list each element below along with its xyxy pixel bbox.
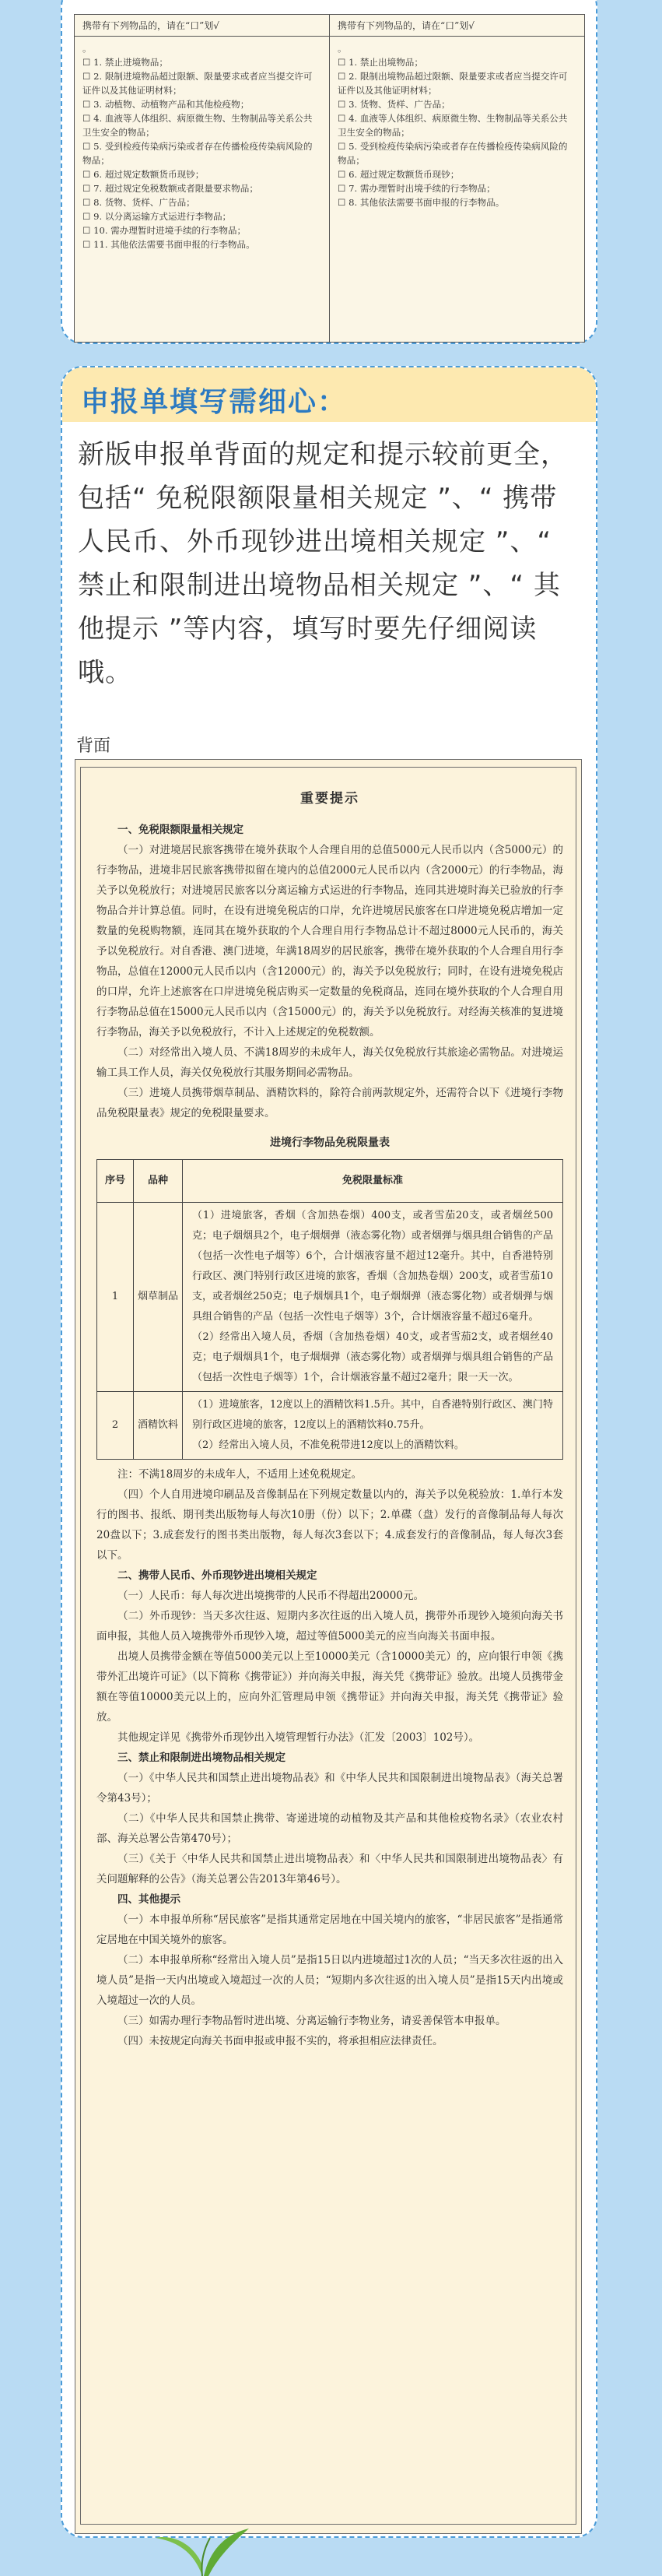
checklist-item[interactable]: ☐ 9. 以分离运输方式运进行李物品； xyxy=(82,211,232,222)
paragraph: （三）《关于〈中华人民共和国禁止进出境物品表〉和〈中华人民共和国限制进出境物品表〉有关问题解释的公告》（海关总署公告2013年第46号）。 xyxy=(96,1853,563,1885)
standard-item: （2）经常出入境人员，香烟（含加热卷烟）40支，或者雪茄2支，或者烟丝40克；电子烟烟具1个，电子烟烟弹（液态雾化物）或者烟弹与烟具组合销售的产品（包括一次性电子烟等）1个，合计烟液容量不超过2毫升；限一天一次。 xyxy=(192,1331,553,1383)
checklist-item[interactable]: ☐ 8. 货物、货样、广告品； xyxy=(82,197,195,208)
row-number: 2 xyxy=(97,1392,134,1460)
paragraph: 出境人员携带金额在等值5000美元以上至10000美元（含10000美元）的，应向银行申领《携带外汇出境许可证》（以下简称《携带证》）并向海关申报，海关凭《携带证》验放。出境人员携带金额在等值10000美元以上的，应向外汇管理局申领《携带证》并向海关申报，海关凭《携带证》验放。 xyxy=(96,1650,563,1724)
checklist-table xyxy=(74,14,585,343)
checklist-item[interactable]: ☐ 6. 超过规定数额货币现钞； xyxy=(338,169,460,180)
paragraph: （三）进境人员携带烟草制品、酒精饮料的，除符合前两款规定外，还需符合以下《进境行李物品免税限量表》规定的免税限量要求。 xyxy=(96,1087,563,1119)
checklist-item[interactable]: ☐ 5. 受到检疫传染病污染或者存在传播检疫传染病风险的物品； xyxy=(82,141,313,166)
table-row xyxy=(97,1392,563,1460)
table-row xyxy=(97,1203,563,1392)
table-header-standard: 免税限量标准 xyxy=(183,1160,563,1203)
row-standard xyxy=(183,1392,563,1460)
row-kind: 烟草制品 xyxy=(134,1203,183,1392)
checklist-item[interactable]: ☐ 4. 血液等人体组织、病原微生物、生物制品等关系公共卫生安全的物品； xyxy=(82,113,313,138)
checklist-item[interactable]: ☐ 2. 限制进境物品超过限额、限量要求或者应当提交许可证件以及其他证明材料； xyxy=(82,71,313,96)
table-header-no: 序号 xyxy=(97,1160,134,1203)
paragraph: （一）本申报单所称“居民旅客”是指其通常定居地在中国关境内的旅客，“非居民旅客”是指通常定居地在中国关境外的旅客。 xyxy=(96,1914,563,1946)
checklist-item[interactable]: ☐ 10. 需办理暂时进境手续的行李物品； xyxy=(82,225,247,236)
back-side-label: 背面 xyxy=(76,736,111,756)
checklist-entry-column xyxy=(75,15,329,342)
paragraph: （四）个人自用进境印刷品及音像制品在下列规定数量以内的，海关予以免税验放：1.单行本发行的图书、报纸、期刊类出版物每人每次10册（份）以下；2.单碟（盘）发行的音像制品每人每次20盘以下；3.成套发行的图书类出版物，每人每次3套以下；4.成套发行的音像制品，每人每次3套以下。 xyxy=(96,1488,563,1562)
row-number: 1 xyxy=(97,1203,134,1392)
checklist-exit-header: 携带有下列物品的，请在“口”划√ xyxy=(330,15,584,37)
standard-item: （1）进境旅客，12度以上的酒精饮料1.5升。其中，自香港特别行政区、澳门特别行政区进境的旅客，12度以上的酒精饮料0.75升。 xyxy=(192,1399,553,1431)
paragraph: （一）对进境居民旅客携带在境外获取个人合理自用的总值5000元人民币以内（含5000元）的行李物品，进境非居民旅客携带拟留在境内的总值2000元人民币以内（含2000元）的行李物品，海关予以免税放行；对进境居民旅客以分离运输方式运进的行李物品，连同其进境时海关已验放的行李物品合并计算总值。同时，在设有进境免税店的口岸，允许进境居民旅客在口岸进境免税店增加一定数量的免税购物额，连同其在境外获取的个人合理自用行李物品总计不超过8000元人民币的，海关予以免税放行。对自香港、澳门进境，年满18周岁的居民旅客，携带在境外获取的个人合理自用行李物品，总值在12000元人民币以内（含12000元）的，海关予以免税放行；同时，在设有进境免税店的口岸，允许上述旅客在口岸进境免税店购买一定数量的免税商品，连同在境外获取的个人合理自用行李物品总值在15000元人民币以内（含15000元）的，海关予以免税放行。对经海关核准的复进境行李物品，海关予以免税放行，不计入上述规定的免税数额。 xyxy=(96,844,563,1038)
checklist-exit-items: 。 ☐ 1. 禁止出境物品； ☐ 2. 限制出境物品超过限额、限量要求或者应当提交许可证件以及其他证明材料； ☐ 3. 货物、货样、广告品； ☐ 4. 血液等人体组织、病原微生物、生物制品等关系公共卫生安全的物品； ☐ 5. 受到检疫传染病污染或者存在传播检疫传染病风险的物品； ☐ 6. 超过规定数额货币现钞； ☐ 7. 需办理暂时出境手续的行李物品； ☐ 8. 其他依法需要书面申报的行李物品。 xyxy=(330,37,584,214)
paragraph: （四）未按规定向海关书面申报或申报不实的，将承担相应法律责任。 xyxy=(117,2035,443,2047)
paragraph: （二）《中华人民共和国禁止携带、寄递进境的动植物及其产品和其他检疫物名录》（农业农村部、海关总署公告第470号）； xyxy=(96,1812,563,1845)
heading-currency: 二、携带人民币、外币现钞进出境相关规定 xyxy=(117,1569,317,1582)
heading-duty-free: 一、免税限额限量相关规定 xyxy=(117,824,243,836)
heading-prohibited: 三、禁止和限制进出境物品相关规定 xyxy=(117,1752,285,1764)
checklist-item[interactable]: ☐ 1. 禁止出境物品； xyxy=(338,57,423,68)
checklist-item[interactable]: ☐ 8. 其他依法需要书面申报的行李物品。 xyxy=(338,197,505,208)
checklist-entry-items: 。 ☐ 1. 禁止进境物品； ☐ 2. 限制进境物品超过限额、限量要求或者应当提交许可证件以及其他证明材料； ☐ 3. 动植物、动植物产品和其他检疫物； ☐ 4. 血液等人体组织、病原微生物、生物制品等关系公共卫生安全的物品； ☐ 5. 受到检疫传染病污染或者存在传播检疫传染病风险的物品； ☐ 6. 超过规定数额货币现钞； ☐ 7. 超过规定免税数额或者限量要求物品； ☐ 8. 货物、货样、广告品； ☐ 9. 以分离运输方式运进行李物品； ☐ 10. 需办理暂时进境手续的行李物品； ☐ 11. 其他依法需要书面申报的行李物品。 xyxy=(75,37,329,256)
document-content xyxy=(96,781,563,2051)
paragraph: （二）本申报单所称“经常出入境人员”是指15日以内进境超过1次的人员；“当天多次往返的出入境人员”是指一天内出境或入境超过一次的人员；“短期内多次往返的出入境人员”是指15天内出境或入境超过一次的人员。 xyxy=(96,1954,563,2007)
standard-item: （2）经常出入境人员，不准免税带进12度以上的酒精饮料。 xyxy=(192,1439,464,1451)
paragraph: （二）外币现钞：当天多次往返、短期内多次往返的出入境人员，携带外币现钞入境须向海关书面申报，其他人员入境携带外币现钞入境，超过等值5000美元的应当向海关书面申报。 xyxy=(96,1610,563,1643)
paragraph: （一）人民币：每人每次进出境携带的人民币不得超出20000元。 xyxy=(117,1590,424,1602)
checklist-item[interactable]: ☐ 7. 超过规定免税数额或者限量要求物品； xyxy=(82,183,258,194)
table-header-kind: 品种 xyxy=(134,1160,183,1203)
checklist-exit-column xyxy=(329,15,584,342)
checklist-item[interactable]: ☐ 2. 限制出境物品超过限额、限量要求或者应当提交许可证件以及其他证明材料； xyxy=(338,71,568,96)
document-title: 重要提示 xyxy=(300,791,359,807)
checklist-item[interactable]: ☐ 4. 血液等人体组织、病原微生物、生物制品等关系公共卫生安全的物品； xyxy=(338,113,568,138)
checklist-item[interactable]: ☐ 1. 禁止进境物品； xyxy=(82,57,168,68)
section-title: 申报单填写需细心： xyxy=(81,386,348,418)
checklist-item[interactable]: ☐ 3. 货物、货样、广告品； xyxy=(338,99,450,110)
duty-free-limits-table xyxy=(96,1159,563,1460)
heading-other: 四、其他提示 xyxy=(117,1893,180,1906)
standard-item: （1）进境旅客，香烟（含加热卷烟）400支，或者雪茄20支，或者烟丝500克；电子烟烟具2个，电子烟烟弹（液态雾化物）或者烟弹与烟具组合销售的产品（包括一次性电子烟等）6个，合计烟液容量不超过12毫升。其中，自香港特别行政区、澳门特别行政区进境的旅客，香烟（含加热卷烟）200支，或者雪茄10支，或者烟丝250克；电子烟烟具1个，电子烟烟弹（液态雾化物）或者烟弹与烟具组合销售的产品（包括一次性电子烟等）3个，合计烟液容量不超过6毫升。 xyxy=(192,1210,553,1323)
paragraph: （一）《中华人民共和国禁止进出境物品表》和《中华人民共和国限制进出境物品表》（海关总署令第43号）； xyxy=(96,1772,563,1805)
checklist-entry-header: 携带有下列物品的，请在“口”划√ xyxy=(75,15,329,37)
paragraph: （二）对经常出入境人员、不满18周岁的未成年人，海关仅免税放行其旅途必需物品。对进境运输工具工作人员，海关仅免税放行其服务期间必需物品。 xyxy=(96,1046,563,1079)
checklist-item[interactable]: ☐ 11. 其他依法需要书面申报的行李物品。 xyxy=(82,239,255,250)
paragraph: 其他规定详见《携带外币现钞出入境管理暂行办法》（汇发〔2003〕102号）。 xyxy=(117,1731,480,1744)
limits-table-title: 进境行李物品免税限量表 xyxy=(270,1137,390,1149)
plant-leaf-icon xyxy=(148,2522,257,2576)
section-intro: 新版申报单背面的规定和提示较前更全，包括“ 免税限额限量相关规定 ”、“ 携带人民币、外币现钞进出境相关规定 ”、“ 禁止和限制进出境物品相关规定 ”、“ 其他提示 ”等内容，填写时要先仔细阅读哦。 xyxy=(78,439,568,688)
checklist-item[interactable]: ☐ 6. 超过规定数额货币现钞； xyxy=(82,169,205,180)
row-standard xyxy=(183,1203,563,1392)
row-kind: 酒精饮料 xyxy=(134,1392,183,1460)
checklist-item[interactable]: ☐ 3. 动植物、动植物产品和其他检疫物； xyxy=(82,99,250,110)
checklist-item[interactable]: ☐ 5. 受到检疫传染病污染或者存在传播检疫传染病风险的物品； xyxy=(338,141,568,166)
checklist-item[interactable]: ☐ 7. 需办理暂时出境手续的行李物品； xyxy=(338,183,496,194)
table-note: 注：不满18周岁的未成年人，不适用上述免税规定。 xyxy=(117,1468,363,1481)
paragraph: （三）如需办理行李物品暂时进出境、分离运输行李物业务，请妥善保管本申报单。 xyxy=(117,2015,506,2027)
